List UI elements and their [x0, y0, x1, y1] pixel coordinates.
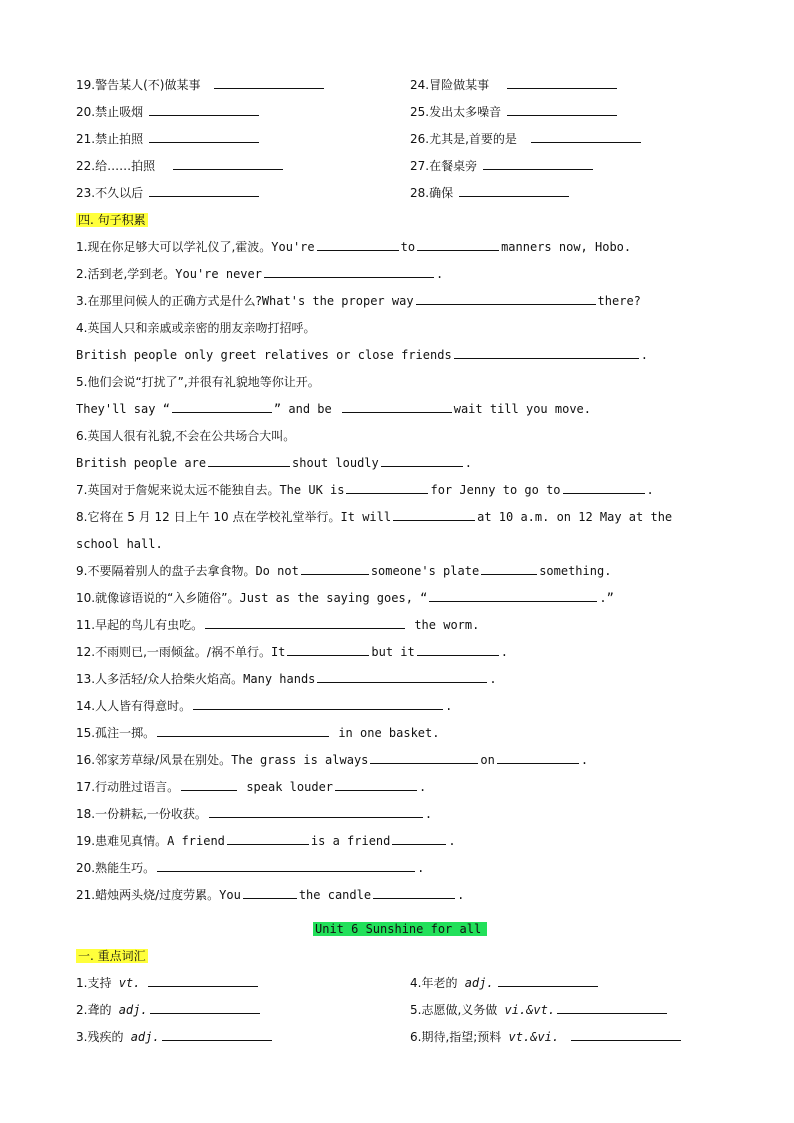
sentence-item: 7.英国对于詹妮来说太远不能独自去。The UK is for Jenny to go to . — [76, 479, 654, 501]
sentence-item: 4.英国人只和亲戚或亲密的朋友亲吻打招呼。 — [76, 321, 316, 335]
vocab-item: 25.发出太多噪音 — [410, 101, 619, 123]
sentence-item: 11.早起的鸟儿有虫吃。 the worm. — [76, 614, 479, 636]
vocab-item: 24.冒险做某事 — [410, 74, 619, 96]
sentence-item: 14.人人皆有得意时。 . — [76, 695, 452, 717]
sentence-item-en: British people are shout loudly . — [76, 452, 472, 474]
sentence-item: 17.行动胜过语言。 speak louder . — [76, 776, 426, 798]
sentence-item: 9.不要隔着别人的盘子去拿食物。Do not someone's plate something. — [76, 560, 611, 582]
vocab-item: 19.警告某人(不)做某事 — [76, 74, 326, 96]
section-heading: 一. 重点词汇 — [78, 949, 146, 963]
sentence-item: 16.邻家芳草绿/风景在别处。The grass is always on . — [76, 749, 588, 771]
sentence-item-en: They'll say “ ” and be wait till you move. — [76, 398, 591, 420]
unit-title: Unit 6 Sunshine for all — [313, 918, 487, 940]
vocab-item: 20.禁止吸烟 — [76, 101, 261, 123]
section-heading: 四. 句子积累 — [78, 213, 146, 227]
vocab-item: 5.志愿做,义务做 vi.&vt. — [410, 999, 669, 1021]
sentence-item: 18.一份耕耘,一份收获。 . — [76, 803, 432, 825]
vocab-item: 1.支持 vt. — [76, 972, 260, 994]
sentence-item: 5.他们会说“打扰了”,并很有礼貌地等你让开。 — [76, 375, 320, 389]
sentence-item: 20.熟能生巧。 . — [76, 857, 424, 879]
sentence-item: 19.患难见真情。A friend is a friend . — [76, 830, 456, 852]
sentence-item: 1.现在你足够大可以学礼仪了,霍波。You're to manners now, Hobo. — [76, 236, 631, 258]
sentence-item: 2.活到老,学到老。You're never . — [76, 263, 443, 285]
vocab-item: 28.确保 — [410, 182, 571, 204]
vocab-item: 26.尤其是,首要的是 — [410, 128, 643, 150]
vocab-item: 6.期待,指望;预料 vt.&vi. — [410, 1026, 683, 1048]
sentence-item: 6.英国人很有礼貌,不会在公共场合大叫。 — [76, 429, 296, 443]
sentence-item-en: school hall. — [76, 537, 163, 551]
vocab-item: 23.不久以后 — [76, 182, 261, 204]
sentence-item-en: British people only greet relatives or close friends . — [76, 344, 648, 366]
sentence-item: 12.不雨则已,一雨倾盆。/祸不单行。It but it . — [76, 641, 508, 663]
sentence-item: 10.就像谚语说的“入乡随俗”。Just as the saying goes, “ .” — [76, 587, 614, 609]
vocab-item: 4.年老的 adj. — [410, 972, 600, 994]
vocab-item: 3.残疾的 adj. — [76, 1026, 274, 1048]
sentence-item: 8.它将在 5 月 12 日上午 10 点在学校礼堂举行。It will at 10 a.m. on 12 May at the — [76, 506, 672, 528]
sentence-item: 21.蜡烛两头烧/过度劳累。You the candle . — [76, 884, 464, 906]
vocab-item: 2.聋的 adj. — [76, 999, 262, 1021]
vocab-item: 22.给……拍照 — [76, 155, 285, 177]
vocab-item: 21.禁止拍照 — [76, 128, 261, 150]
sentence-item: 15.孤注一掷。 in one basket. — [76, 722, 439, 744]
sentence-item: 3.在那里问候人的正确方式是什么?What's the proper way there? — [76, 290, 641, 312]
sentence-item: 13.人多活轻/众人拾柴火焰高。Many hands . — [76, 668, 497, 690]
vocab-item: 27.在餐桌旁 — [410, 155, 595, 177]
